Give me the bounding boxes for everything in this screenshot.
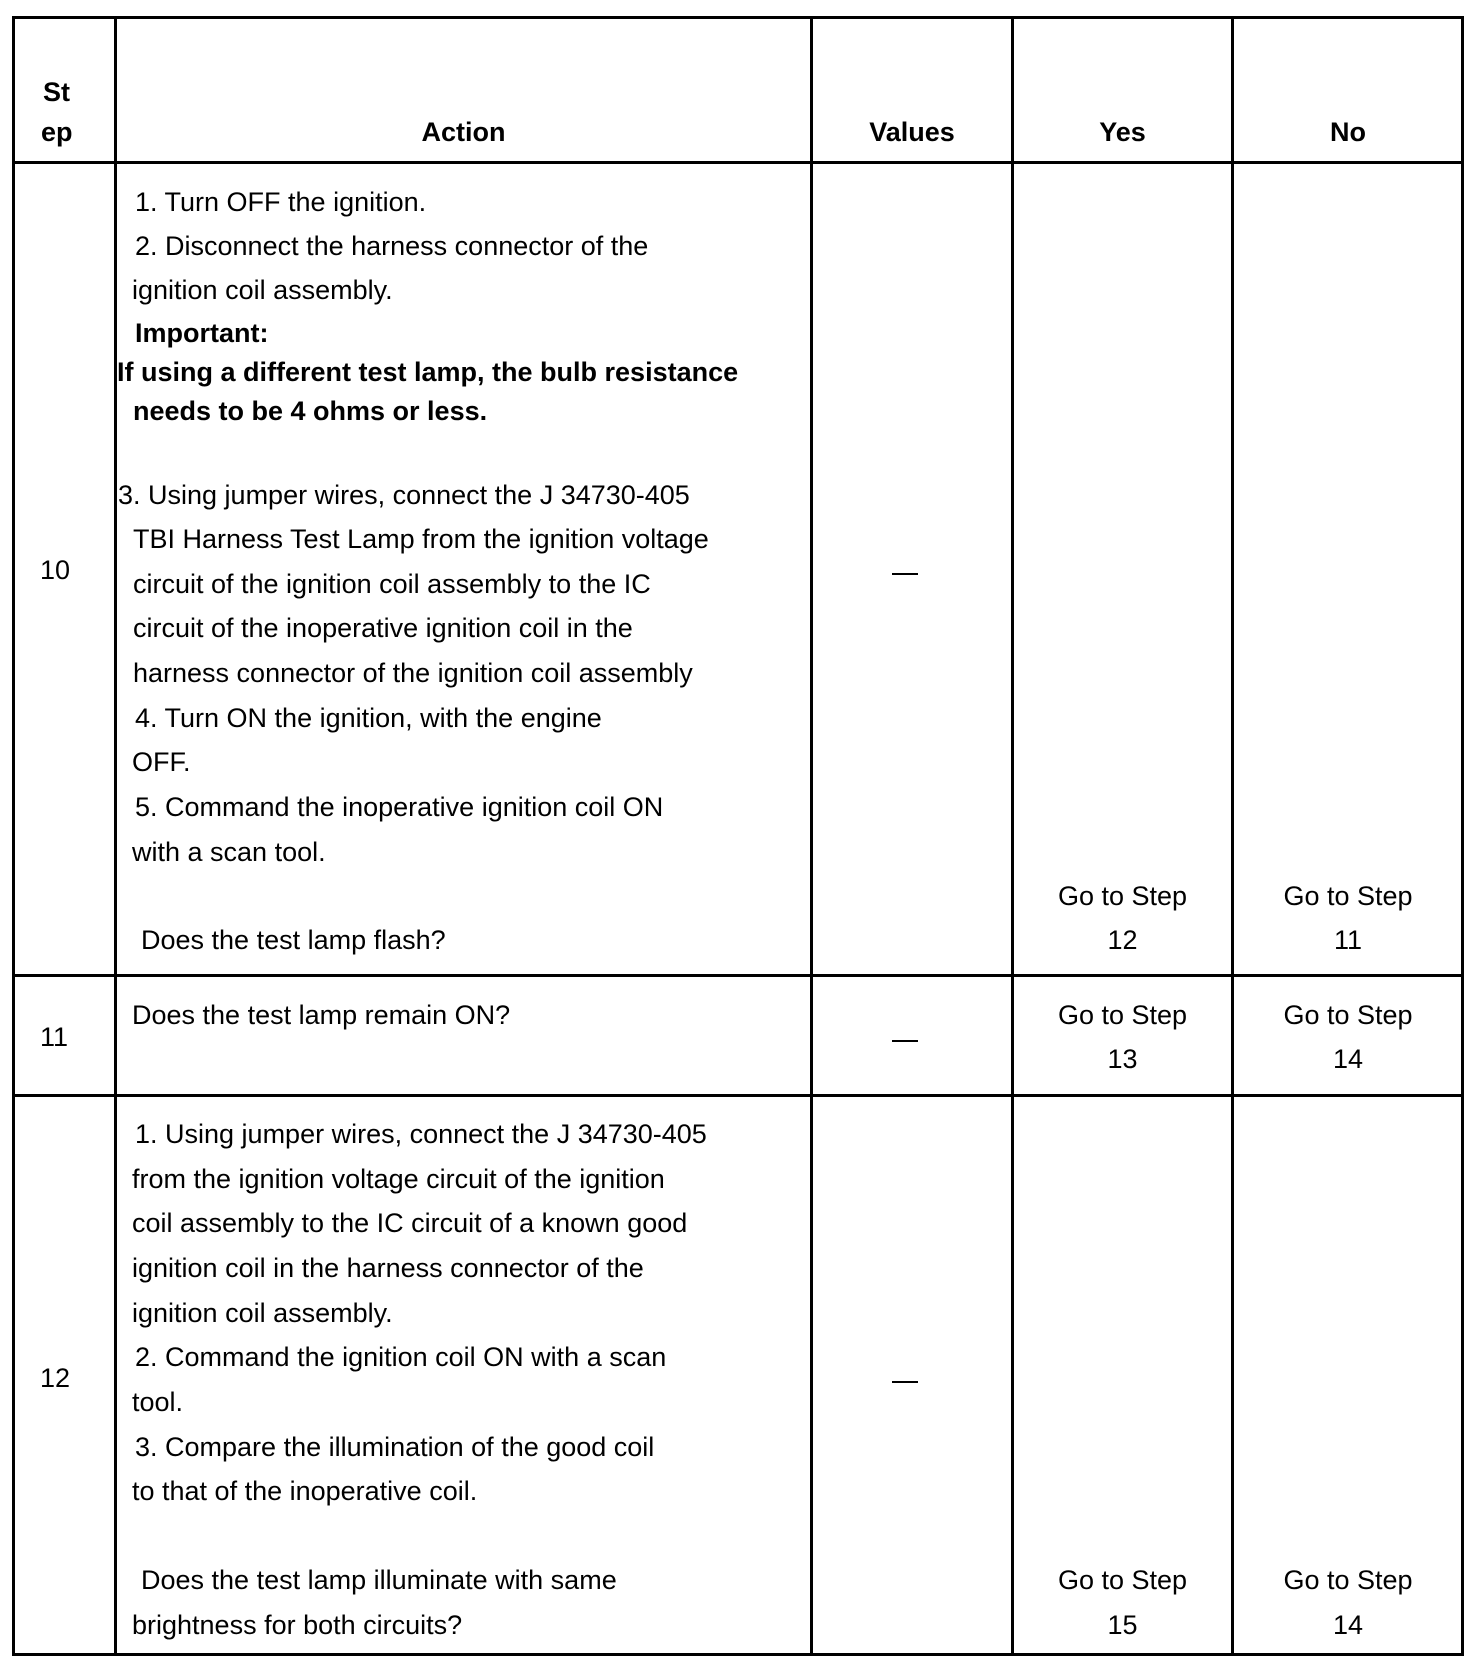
row-10-no-line2: 11 bbox=[1333, 925, 1363, 955]
row-11-no-line1: Go to Step bbox=[1283, 1000, 1413, 1030]
row-10-action-line: with a scan tool. bbox=[132, 837, 326, 867]
header-divider bbox=[12, 161, 1464, 164]
row-12-action-line: tool. bbox=[132, 1387, 184, 1417]
row-11-values-dash bbox=[892, 1040, 918, 1042]
row-12-action-line: ignition coil assembly. bbox=[132, 1298, 393, 1328]
row-10-important-text: If using a different test lamp, the bulb resistance bbox=[117, 357, 739, 387]
row-11-yes-line2: 13 bbox=[1107, 1044, 1138, 1074]
row-10-no-line1: Go to Step bbox=[1283, 881, 1413, 911]
row-12-action-line: 1. Using jumper wires, connect the J 34730-405 bbox=[135, 1119, 707, 1149]
row-10-action-line: 3. Using jumper wires, connect the J 34730-405 bbox=[118, 480, 690, 510]
row-12-no-line2: 14 bbox=[1332, 1610, 1364, 1640]
row-10-action-line: 4. Turn ON the ignition, with the engine bbox=[135, 703, 602, 733]
row-12-question: Does the test lamp illuminate with same bbox=[141, 1565, 617, 1595]
row-10-values-dash bbox=[892, 573, 918, 575]
header-no: No bbox=[1330, 117, 1366, 147]
row-10-yes-line2: 12 bbox=[1107, 925, 1138, 955]
header-action: Action bbox=[421, 117, 506, 147]
row-10-yes-line1: Go to Step bbox=[1057, 881, 1188, 911]
row-10-action-line: 2. Disconnect the harness connector of the bbox=[135, 231, 649, 261]
row-12-action-line: 2. Command the ignition coil ON with a scan bbox=[135, 1342, 667, 1372]
row-12-no-line1: Go to Step bbox=[1283, 1565, 1413, 1595]
row-12-values-dash bbox=[892, 1381, 918, 1383]
column-divider-step bbox=[114, 16, 117, 1656]
row-12-action-line: coil assembly to the IC circuit of a known good bbox=[132, 1208, 688, 1238]
row-11-step: 11 bbox=[40, 1022, 69, 1052]
header-yes: Yes bbox=[1099, 117, 1146, 147]
row-divider-11-12 bbox=[12, 1094, 1464, 1097]
row-11-question: Does the test lamp remain ON? bbox=[132, 1000, 511, 1030]
row-12-step: 12 bbox=[40, 1363, 71, 1393]
row-10-action-line: 5. Command the inoperative ignition coil ON bbox=[135, 792, 664, 822]
row-12-action-line: from the ignition voltage circuit of the ignition bbox=[132, 1164, 665, 1194]
header-step-line1: St bbox=[43, 77, 70, 107]
row-10-question: Does the test lamp flash? bbox=[141, 925, 446, 955]
row-10-action-line: circuit of the inoperative ignition coil in the bbox=[133, 613, 633, 643]
row-10-important-label: Important: bbox=[135, 318, 269, 348]
row-11-no-line2: 14 bbox=[1332, 1044, 1364, 1074]
row-10-action-line: 1. Turn OFF the ignition. bbox=[135, 187, 427, 217]
row-10-important-text: needs to be 4 ohms or less. bbox=[133, 396, 488, 426]
row-divider-10-11 bbox=[12, 974, 1464, 977]
row-12-question: brightness for both circuits? bbox=[132, 1610, 463, 1640]
row-11-yes-line1: Go to Step bbox=[1057, 1000, 1188, 1030]
header-values: Values bbox=[869, 117, 955, 147]
row-12-yes-line2: 15 bbox=[1107, 1610, 1138, 1640]
row-12-yes-line1: Go to Step bbox=[1057, 1565, 1188, 1595]
row-10-step: 10 bbox=[40, 555, 71, 585]
row-12-action-line: ignition coil in the harness connector of the bbox=[132, 1253, 644, 1283]
column-divider-yes bbox=[1231, 16, 1234, 1656]
column-divider-values bbox=[1011, 16, 1014, 1656]
row-10-action-line: harness connector of the ignition coil assembly bbox=[133, 658, 693, 688]
row-10-action-line: TBI Harness Test Lamp from the ignition voltage bbox=[133, 524, 709, 554]
row-12-action-line: 3. Compare the illumination of the good coil bbox=[135, 1432, 655, 1462]
header-step-line2: ep bbox=[41, 117, 73, 147]
row-10-action-line: ignition coil assembly. bbox=[132, 275, 393, 305]
row-10-action-line: OFF. bbox=[132, 747, 191, 777]
row-12-action-line: to that of the inoperative coil. bbox=[132, 1476, 478, 1506]
row-10-action-line: circuit of the ignition coil assembly to the IC bbox=[133, 569, 651, 599]
column-divider-action bbox=[810, 16, 813, 1656]
